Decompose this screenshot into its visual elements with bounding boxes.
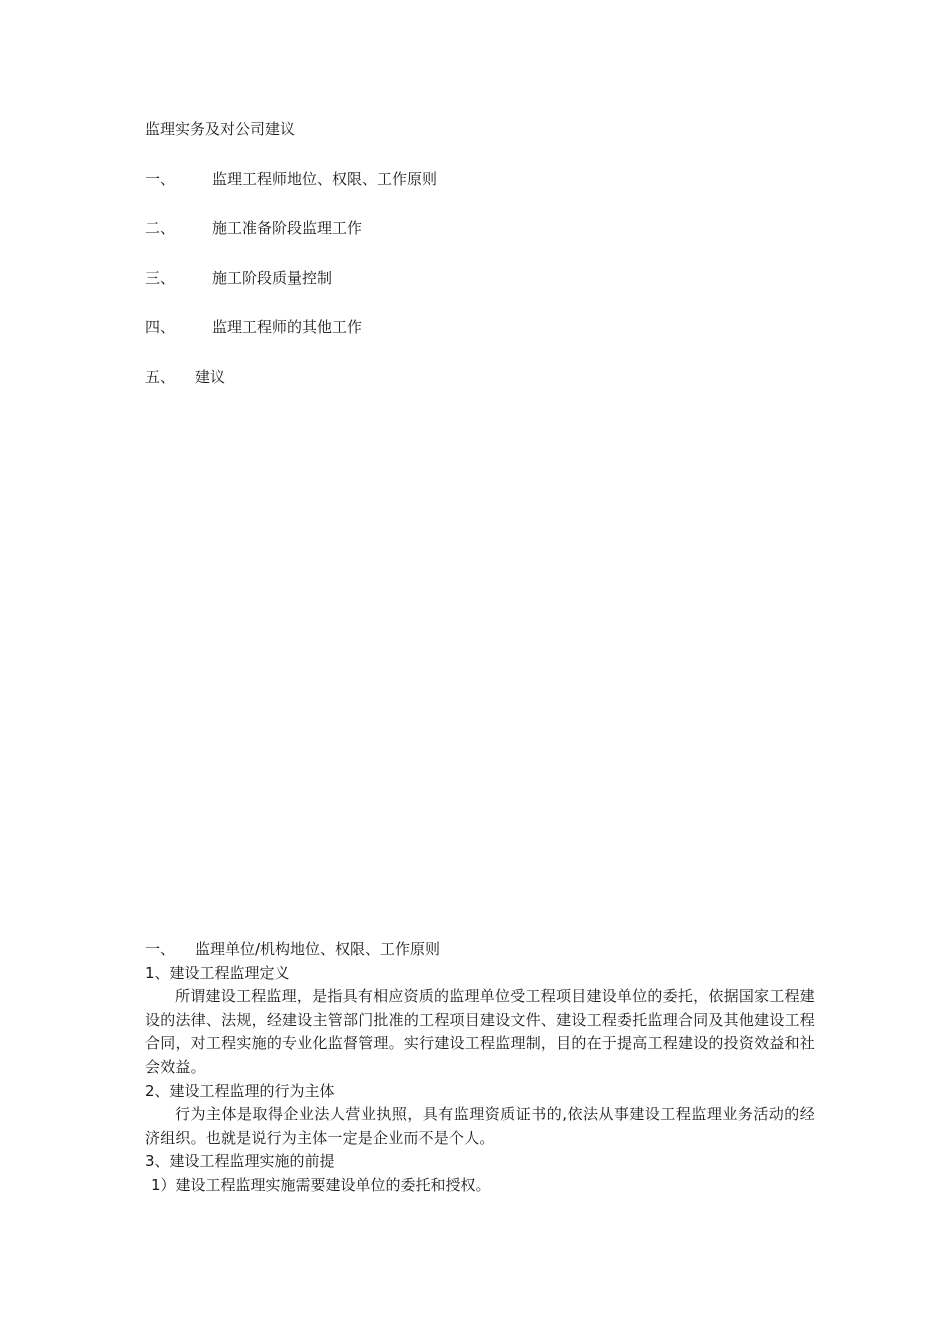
section-one [145,938,815,1198]
toc-number: 三、 [145,269,176,287]
section-heading [145,938,815,962]
toc-text: 施工准备阶段监理工作 [212,219,363,237]
document-title: 监理实务及对公司建议 [145,120,296,138]
paragraph-definition: 所谓建设工程监理，是指具有相应资质的监理单位受工程项目建设单位的委托，依据国家工程建设的法律、法规，经建设主管部门批准的工程项目建设文件、建设工程委托监理合同及其他建设工程合同，对工程实施的专业化监督管理。实行建设工程监理制，目的在于提高工程建设的投资效益和社会效益。 [145,987,815,1076]
toc-number: 五、 [145,368,176,386]
toc-text: 施工阶段质量控制 [212,269,333,287]
subsection-heading-3: 3、建设工程监理实施的前提 [145,1152,335,1171]
paragraph-subject: 行为主体是取得企业法人营业执照，具有监理资质证书的,依法从事建设工程监理业务活动的经济组织。也就是说行为主体一定是企业而不是个人。 [145,1105,815,1147]
list-item: 1）建设工程监理实施需要建设单位的委托和授权。 [151,1175,491,1194]
toc-number: 一、 [145,170,176,188]
toc-text: 建议 [195,368,226,386]
section-number: 一、 [145,940,176,958]
subsection-heading-1: 1、建设工程监理定义 [145,963,290,982]
subsection-heading-2: 2、建设工程监理的行为主体 [145,1081,335,1100]
toc-text: 监理工程师地位、权限、工作原则 [212,170,438,188]
toc-number: 四、 [145,318,176,336]
toc-number: 二、 [145,219,176,237]
toc-text: 监理工程师的其他工作 [212,318,363,336]
section-title: 监理单位/机构地位、权限、工作原则 [195,940,441,958]
